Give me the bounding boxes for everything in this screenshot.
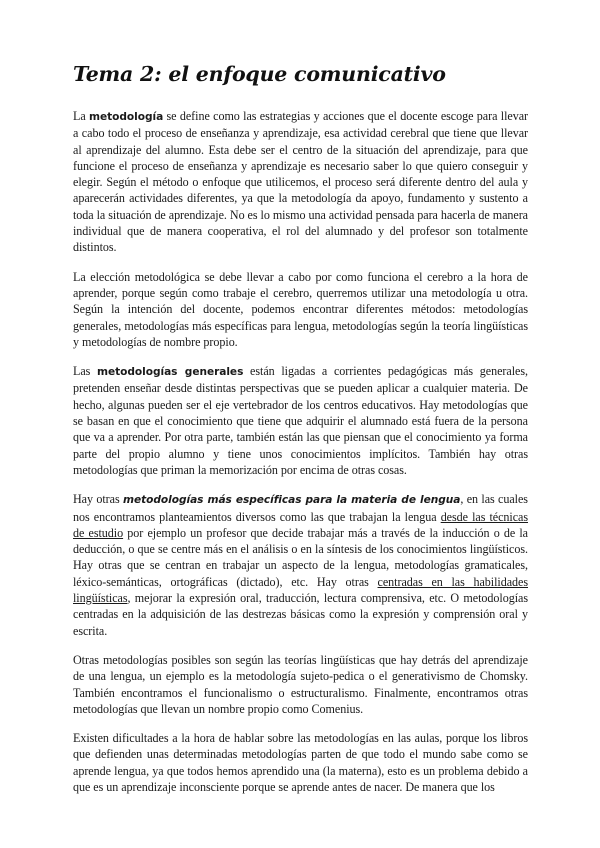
- text-run: Hay otras: [73, 492, 124, 507]
- paragraph-especificas: [73, 491, 528, 639]
- paragraph-eleccion: La elección metodológica se debe llevar a cabo por como funciona el cerebro a la hora de aprender, porque según como trabaje el cerebro, querremos utilizar una metodología u otra. Según la intención del docente, podemos encontrar diferentes métodos: metodologías generales, metodologías más específicas para lengua, metodologías según la teoría lingüísticas y metodologías de nombre propio.: [73, 269, 528, 349]
- paragraph-generales: [73, 363, 528, 478]
- underlined-phrase: centradas en las habilidades lingüísticas: [73, 574, 528, 606]
- bold-term: metodologías más específicas para la materia de lengua: [123, 494, 461, 507]
- text-run: se define como las estrategias y acciones que el docente escoge para llevar a cabo todo el proceso de enseñanza y aprendizaje, esa actividad cerebral que tiene que llevar al aprendizaje del alumno. Esta debe ser el centro de la situación del aprendizaje, para que funcione el proceso de enseñanza y aprendizaje es necesario saber lo que quiero conseguir y elegir. Según el método o enfoque que utilicemos, el proceso será diferente dentro del aula y aparecerán actividades diferentes, ya que la metodología da apoyo, fundamento y sustento a toda la situación de aprendizaje. No es lo mismo una actividad pensada para hacerla de manera individual que de manera cooperativa, el rol del alumnado y del profesor son totalmente distintos.: [73, 109, 528, 255]
- page-title: Tema 2: el enfoque comunicativo: [73, 62, 446, 86]
- bold-term: metodología: [89, 111, 164, 123]
- text-run: están ligadas a corrientes pedagógicas más generales, pretenden enseñar desde distintas perspectivas que se pueden aplicar a cualquier materia. De hecho, algunas pueden ser el eje vertebrador de los centros educativos. Hay metodologías que se basan en que el conocimiento que tiene que adquirir el alumnado está fuera de la persona que va a aprender. Por otra parte, también están las que piensan que el conocimiento ya forma parte del propio alumno y tiene unos conocimientos implícitos. También hay otras metodologías que priman la memorización por encima de otras cosas.: [73, 364, 528, 477]
- underlined-phrase: desde las técnicas de estudio: [73, 509, 529, 540]
- text-run: , en las cuales nos encontramos planteamientos diversos como las que trabajan la lengua: [73, 492, 528, 524]
- paragraph-teorias: Otras metodologías posibles son según las teorías lingüísticas que hay detrás del aprendizaje de una lengua, un ejemplo es la metodología sujeto-pedica o el generativismo de Chomsky. También encontramos el funcionalismo o estructuralismo. Finalmente, encontramos otras metodologías que llevan un nombre propio como Comenius.: [73, 652, 528, 716]
- text-run: Las: [73, 364, 98, 379]
- text-run: La: [73, 109, 90, 123]
- bold-term: metodologías generales: [97, 366, 244, 379]
- paragraph-dificultades: Existen dificultades a la hora de hablar sobre las metodologías en las aulas, porque los libros que defienden unas determinadas metodologías parten de que todo el mundo sabe como se aprende lengua, ya que todos hemos aprendido una (la materna), esto es un problema debido a que es un aprendizaje inconsciente porque se aprende antes de nacer. De manera que los: [73, 731, 528, 794]
- text-run: , mejorar la expresión oral, traducción, lectura comprensiva, etc. O metodologías centradas en la adquisición de las destrezas básicas como la expresión y comprensión oral y escrita.: [73, 591, 528, 638]
- text-run: por ejemplo un profesor que decide trabajar más a través de la inducción o de la deducción, o que se centre más en el análisis o en la síntesis de los conocimientos lingüísticos. Hay otras que se centran en trabajar un aspecto de la lengua, metodologías gramaticales, léxico-semánticas, ortográficas (dictado), etc. Hay otras: [73, 525, 529, 589]
- paragraph-metodologia: [73, 108, 528, 256]
